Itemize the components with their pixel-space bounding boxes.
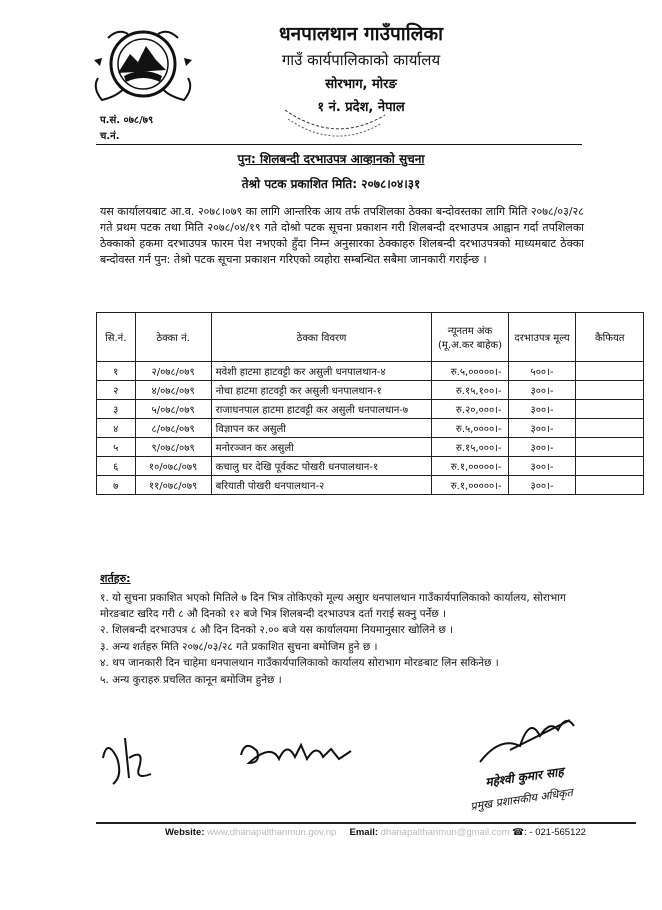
website-link[interactable]: www.dhanapalthanmun.gov.np (207, 827, 337, 838)
table-row (97, 419, 644, 438)
email-label: Email: (349, 827, 379, 838)
cell-remarks (576, 362, 644, 381)
cell-serial: २ (97, 381, 136, 400)
email-link[interactable]: dhanapalthanmun@gmail.com (380, 827, 510, 838)
col-contract-no: ठेक्का नं. (135, 313, 211, 362)
cell-description: कचालु घर देखि पूर्वकट पोखरी धनपालथान-१ (211, 457, 432, 476)
cell-form-price: ३००।- (508, 400, 576, 419)
cell-remarks (576, 476, 644, 495)
cell-remarks (576, 419, 644, 438)
cell-form-price: ३००।- (508, 457, 576, 476)
notice-title: पुन: शिलबन्दी दरभाउपत्र आव्हानको सुचना (237, 152, 425, 166)
signature-middle (235, 733, 355, 769)
office-address: सोरभाग, मोरङ (325, 77, 397, 92)
terms-list (100, 591, 600, 689)
footer (165, 827, 586, 838)
cell-form-price: ५००।- (508, 362, 576, 381)
cell-description: मनोरञ्जन कर असुली (211, 438, 432, 457)
terms-heading: शर्तहरु: (100, 572, 131, 585)
cell-contract-no: ४/०७८/०७९ (135, 381, 211, 400)
cell-contract-no: ८/०७८/०७९ (135, 419, 211, 438)
cell-serial: ४ (97, 419, 136, 438)
dispatch-number: च.नं. (100, 131, 120, 142)
table-row (97, 400, 644, 419)
signatory-name: महेश्वी कुमार साह (484, 764, 565, 790)
col-serial: सि.नं. (97, 313, 136, 362)
org-name: धनपालथान गाउँपालिका (278, 23, 444, 45)
term-item: १. यो सुचना प्रकाशित भएको मितिले ७ दिन भित्र तोकिएको मूल्य असुार धनपालथान गाउँकार्यपालिकाको कार्यालय, सोराभाग मोरङबाट खरिद गरी ८ औ दिनको १२ बजे भित्र शिलबन्दी दरभाउपत्र दर्ता गराई सक्नु पर्नेछ । (100, 592, 566, 620)
cell-minimum-amount: रु.१,०००००।- (432, 457, 508, 476)
cell-minimum-amount: रु.१५,०००।- (432, 438, 508, 457)
header-divider (96, 144, 582, 145)
signature-left (95, 728, 165, 788)
province-line: १ नं. प्रदेश, नेपाल (317, 100, 405, 115)
cell-contract-no: ९/०७८/०७९ (135, 438, 211, 457)
cell-description: विज्ञापन कर असुली (211, 419, 432, 438)
table-row (97, 362, 644, 381)
publish-date: तेश्रो पटक प्रकाशित मिति: २०७८।०४।३१ (241, 177, 421, 191)
cell-form-price: ३००।- (508, 381, 576, 400)
col-description: ठेक्का विवरण (211, 313, 432, 362)
cell-minimum-amount: रु.१५,१००।- (432, 381, 508, 400)
cell-form-price: ३००।- (508, 438, 576, 457)
table-row (97, 476, 644, 495)
cell-form-price: ३००।- (508, 419, 576, 438)
cell-minimum-amount: रु.५,०००००।- (432, 362, 508, 381)
cell-contract-no: ११/०७८/०७९ (135, 476, 211, 495)
cell-description: राजाधनपाल हाटमा हाटवट्टी कर असुली धनपालथान-७ (211, 400, 432, 419)
table-row (97, 438, 644, 457)
cell-contract-no: १०/०७८/०७९ (135, 457, 211, 476)
term-item: ३. अन्य शर्तहरु मिति २०७८/०३/२८ गते प्रकाशित सुचना बमोजिम हुने छ । (100, 640, 378, 653)
table-header-row (97, 313, 644, 362)
cell-contract-no: २/०७८/०७९ (135, 362, 211, 381)
cell-serial: ३ (97, 400, 136, 419)
cell-minimum-amount: रु.५,००००।- (432, 419, 508, 438)
cell-description: मवेशी हाटमा हाटवट्टी कर असुली धनपालथान-४ (211, 362, 432, 381)
table-row (97, 381, 644, 400)
footer-divider (96, 822, 636, 824)
cell-serial: ६ (97, 457, 136, 476)
cell-serial: ५ (97, 438, 136, 457)
cell-remarks (576, 457, 644, 476)
cell-remarks (576, 381, 644, 400)
notice-body: यस कार्यालयबाट आ.व. २०७८।०७९ का लागि आन्तरिक आय तर्फ तपशिलका ठेक्का बन्दोवस्तका लागि मिति २०७८/०३/२८ गते प्रथम पटक तथा मिति २०७८/०४/१९ गते दोश्रो पटक सूचना प्रकाशन गरी शिलबन्दी दरभाउपत्र आह्वान गर्दा तपशिलका ठेक्काको हकमा दरभाउपत्र फारम पेश नभएको हुँदा निम्न अनुसारका ठेक्काहरु शिलबन्दी दरभाउपत्रको माध्यमबाट ठेक्का बन्दोवस्त गर्न पुन: तेश्रो पटक सूचना प्रकाशन गरिएको व्यहोरा सम्बन्धित सबैमा जानकारी गराईन्छ । (100, 205, 584, 266)
col-form-price: दरभाउपत्र मूल्य (508, 313, 576, 362)
phone-number: : - 021-565122 (524, 827, 586, 838)
cell-form-price: ३००।- (508, 476, 576, 495)
signatory-title: प्रमुख प्रशासकीय अधिकृत (469, 785, 574, 814)
cell-serial: १ (97, 362, 136, 381)
cell-description: बरियाती पोखरी धनपालथान-२ (211, 476, 432, 495)
term-item: २. शिलबन्दी दरभाउपत्र ८ औ दिन दिनको २.०० बजे यस कार्यालयमा नियमानुसार खोलिने छ । (100, 624, 454, 636)
table-row (97, 457, 644, 476)
phone-icon: ☎ (512, 827, 525, 838)
cell-description: नोचा हाटमा हाटवट्टी कर असुली धनपालथान-१ (211, 381, 432, 400)
cell-serial: ७ (97, 476, 136, 495)
cell-remarks (576, 400, 644, 419)
term-item: ५. अन्य कुराहरु प्रचलित कानून बमोजिम हुनेछ । (100, 673, 282, 686)
contract-table (96, 312, 644, 495)
cell-remarks (576, 438, 644, 457)
col-minimum-amount: न्यूनतम अंक (मू.अ.कर बाहेक) (432, 313, 508, 362)
reference-number: प.सं. ०७८/७९ (100, 115, 154, 126)
website-label: Website: (165, 827, 205, 838)
cell-minimum-amount: रु.१,०००००।- (432, 476, 508, 495)
signature-right (470, 706, 590, 766)
cell-minimum-amount: रु.२०,०००।- (432, 400, 508, 419)
office-name: गाउँ कार्यपालिकाको कार्यालय (281, 51, 441, 69)
col-remarks: कैफियत (576, 313, 644, 362)
term-item: ४. थप जानकारी दिन चाहेमा धनपालथान गाउँकार्यपालिकाको कार्यालय सोराभाग मोरङबाट लिन सकिनेछ । (100, 657, 499, 669)
office-stamp (280, 105, 390, 145)
cell-contract-no: ५/०७८/०७९ (135, 400, 211, 419)
